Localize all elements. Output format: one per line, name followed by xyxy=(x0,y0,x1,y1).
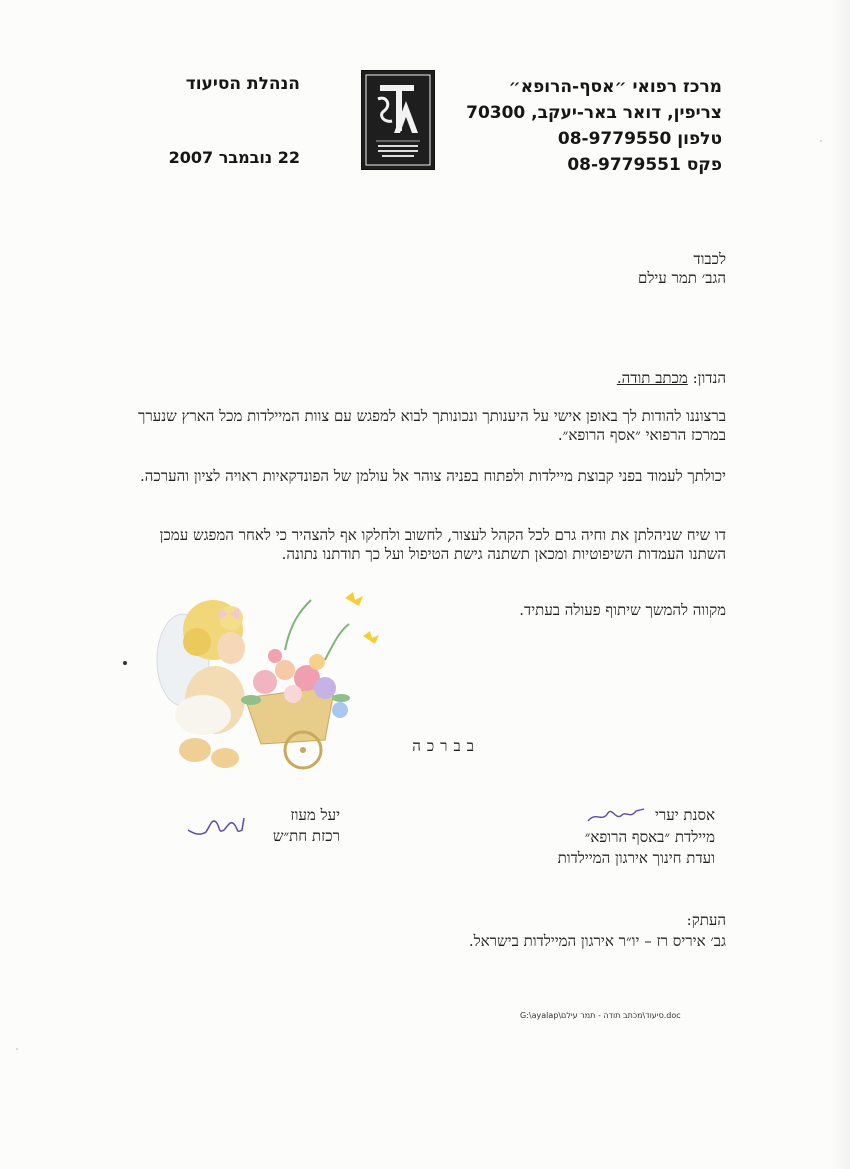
department-name: הנהלת הסיעוד xyxy=(185,74,300,94)
cc-recipient: גב׳ איריס רז – יו״ר אירגון המיילדות בישראל. xyxy=(468,932,726,950)
signature-a-name: אסנת יערי xyxy=(654,806,715,824)
scan-speck xyxy=(16,1048,18,1050)
signature-b-name: יעל מעוז xyxy=(290,806,340,824)
paper-edge xyxy=(832,0,850,1169)
signature-block-b xyxy=(190,805,340,847)
signature-block-a xyxy=(455,805,715,869)
addressee-salutation: לכבוד xyxy=(693,250,726,268)
org-name: מרכז רפואי ״אסף-הרופא״ xyxy=(508,77,722,97)
body-paragraph-2: יכולתך לעמוד בפני קבוצת מיילדות ולפתוח בפניה צוהר אל עולמן של הפונדקאיות ראויה לציון והערכה. xyxy=(140,467,726,485)
org-fax: פקס 08-9779551 xyxy=(567,155,722,175)
addressee-name: הגב׳ תמר עילם xyxy=(637,269,726,287)
signature-b-title: רכזת חת״ש xyxy=(272,827,340,845)
signature-a-title-1: מיילדת ״באסף הרופא״ xyxy=(584,828,715,846)
body-paragraph-4: מקווה להמשך שיתוף פעולה בעתיד. xyxy=(519,601,726,619)
letterhead-org xyxy=(422,74,722,178)
closing-regards: בברכה xyxy=(412,737,480,755)
cc-block xyxy=(326,910,726,952)
scan-dot xyxy=(123,661,127,665)
addressee-block xyxy=(426,250,726,288)
hospital-logo xyxy=(361,70,435,170)
signature-a-row xyxy=(455,805,715,827)
org-address: צריפין, דואר באר-יעקב, 70300 xyxy=(466,103,722,123)
signature-a-scribble xyxy=(586,805,646,827)
signature-a-title-2: ועדת חינוך אירגון המיילדות xyxy=(557,849,715,867)
logo-icon xyxy=(362,71,434,169)
subject-line xyxy=(426,369,726,388)
cc-label: העתק: xyxy=(686,911,726,929)
org-phone: טלפון 08-9779550 xyxy=(557,129,722,149)
body-paragraph-3: דו שיח שניהלתן את וחיה גרם לכל הקהל לעצור, לחשוב ולחלקו אף להצהיר כי לאחר המפגש עמכן השתנו העמדות השיפוטיות ומכאן תשתנה גישת הטיפול ועל כך תודתנו נתונה. xyxy=(159,526,726,563)
subject-prefix: הנדון: xyxy=(687,369,726,387)
file-path: G:\ayalap\סיעוד\מכתב תודה - תמר עילם.doc xyxy=(520,1011,681,1020)
scan-speck xyxy=(820,140,822,142)
letter-date: 22 נובמבר 2007 xyxy=(168,148,300,167)
body-paragraph-1: ברצוננו להודות לך באופן אישי על היענותך ונכונותך לבוא למפגש עם צוות המיילדות מכל הארץ שנערך במרכז הרפואי ״אסף הרופא״. xyxy=(138,407,726,444)
subject-title: מכתב תודה. xyxy=(616,369,688,387)
